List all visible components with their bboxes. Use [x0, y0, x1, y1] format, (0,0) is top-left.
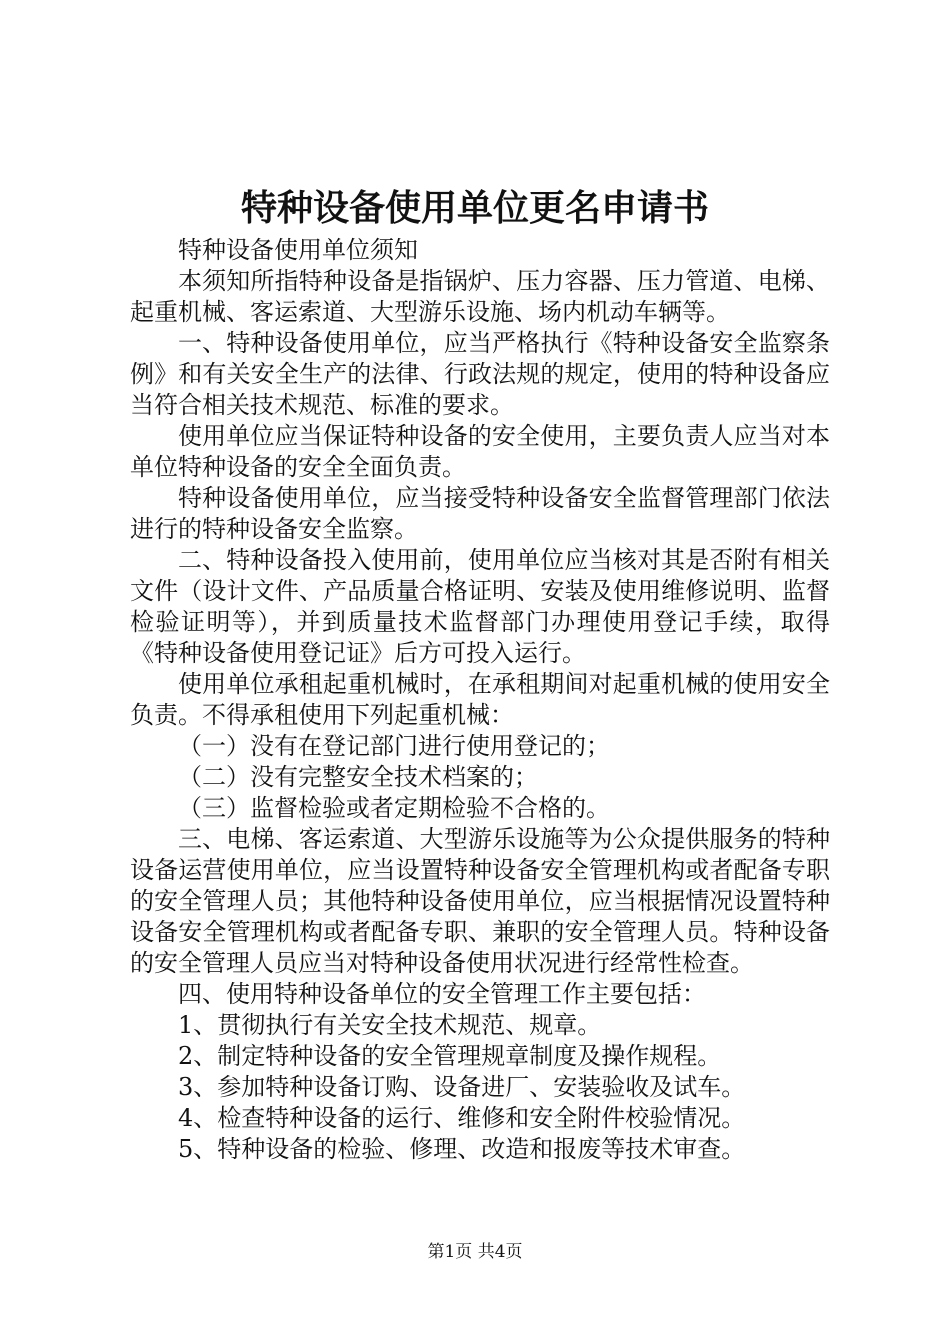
list-item-crane-1: （一）没有在登记部门进行使用登记的； [178, 732, 610, 760]
list-item-crane-3: （三）监督检验或者定期检验不合格的。 [178, 794, 610, 822]
paragraph-supervision: 特种设备使用单位，应当接受特种设备安全监督管理部门依法进行的特种设备安全监察。 [130, 484, 830, 543]
list-item-crane-2: （二）没有完整安全技术档案的； [178, 763, 538, 791]
paragraph-responsibility: 使用单位应当保证特种设备的安全使用，主要负责人应当对本单位特种设备的安全全面负责。 [130, 422, 830, 481]
page-number-footer: 第1页 共4页 [427, 1242, 523, 1262]
paragraph-section-2: 二、特种设备投入使用前，使用单位应当核对其是否附有相关文件（设计文件、产品质量合格证明、安装及使用维修说明、监督检验证明等），并到质量技术监督部门办理使用登记手续，取得《特种设备使用登记证》后方可投入运行。 [130, 546, 830, 667]
paragraph-section-4: 四、使用特种设备单位的安全管理工作主要包括： [178, 980, 706, 1008]
paragraph-section-1: 一、特种设备使用单位，应当严格执行《特种设备安全监察条例》和有关安全生产的法律、行政法规的规定，使用的特种设备应当符合相关技术规范、标准的要求。 [130, 329, 830, 419]
paragraph-notice-heading: 特种设备使用单位须知 [178, 236, 418, 264]
document-body [130, 235, 830, 1165]
list-item-duty-5: 5、特种设备的检验、修理、改造和报废等技术审查。 [178, 1135, 746, 1163]
list-item-duty-4: 4、检查特种设备的运行、维修和安全附件校验情况。 [178, 1104, 746, 1132]
paragraph-section-3: 三、电梯、客运索道、大型游乐设施等为公众提供服务的特种设备运营使用单位，应当设置特种设备安全管理机构或者配备专职的安全管理人员；其他特种设备使用单位，应当根据情况设置特种设备安全管理机构或者配备专职、兼职的安全管理人员。特种设备的安全管理人员应当对特种设备使用状况进行经常性检查。 [130, 825, 830, 977]
document-title: 特种设备使用单位更名申请书 [240, 187, 709, 229]
list-item-duty-1: 1、贯彻执行有关安全技术规范、规章。 [178, 1011, 602, 1039]
list-item-duty-2: 2、制定特种设备的安全管理规章制度及操作规程。 [178, 1042, 722, 1070]
paragraph-scope: 本须知所指特种设备是指锅炉、压力容器、压力管道、电梯、起重机械、客运索道、大型游乐设施、场内机动车辆等。 [130, 267, 830, 326]
list-item-duty-3: 3、参加特种设备订购、设备进厂、安装验收及试车。 [178, 1073, 746, 1101]
paragraph-crane-lease: 使用单位承租起重机械时，在承租期间对起重机械的使用安全负责。不得承租使用下列起重机械： [130, 670, 830, 729]
